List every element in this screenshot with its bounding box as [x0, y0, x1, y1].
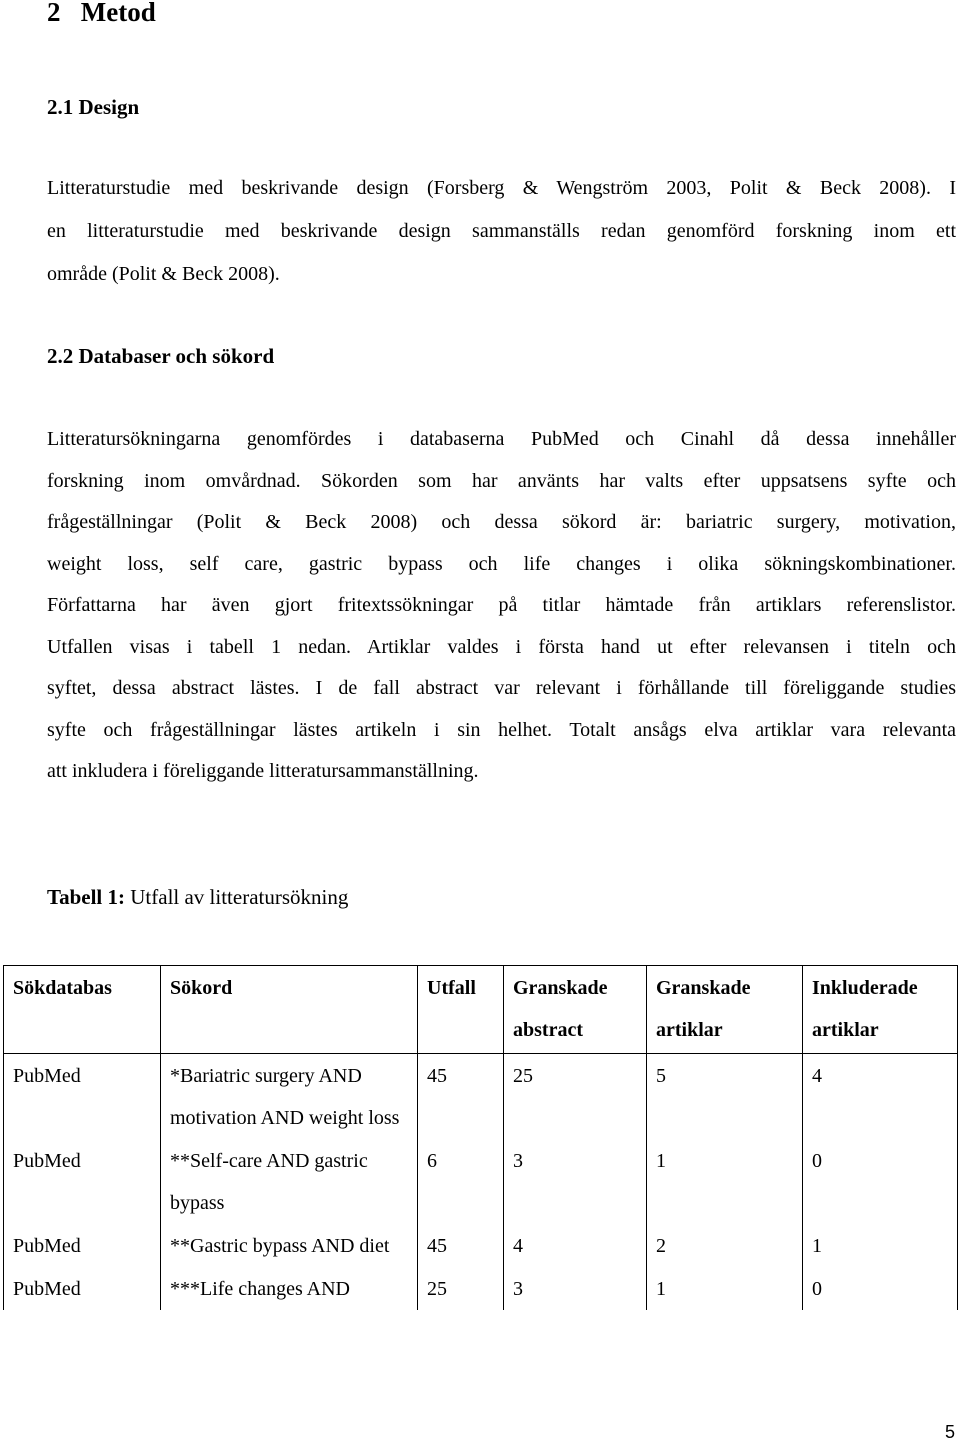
table-cell: 1 — [647, 1267, 803, 1310]
paragraph-line: Litteraturstudie med beskrivande design (Forsberg & Wengström 2003, Polit & Beck 2008). I — [47, 177, 956, 199]
table-cell: 1 — [647, 1139, 803, 1224]
table-cell: PubMed — [4, 1054, 161, 1140]
paragraph-line: syfte och frågeställningar lästes artikeln i sin helhet. Totalt ansågs elva artiklar vara relevanta — [47, 719, 956, 741]
table-cell: PubMed — [4, 1267, 161, 1310]
section-title: Metod — [80, 0, 156, 27]
header-cell: Granskade abstract — [504, 966, 647, 1054]
table-cell: 3 — [504, 1267, 647, 1310]
table-cell: PubMed — [4, 1224, 161, 1267]
header-cell: Utfall — [418, 966, 504, 1054]
design-heading: 2.1 Design — [47, 95, 140, 119]
databases-heading: 2.2 Databaser och sökord — [47, 344, 275, 368]
paragraph-line: Författarna har även gjort fritextssökningar på titlar hämtade från artiklars referenslistor. — [47, 594, 956, 616]
section-heading — [47, 0, 156, 32]
table-row — [4, 1224, 958, 1267]
table-cell: *Bariatric surgery AND motivation AND weight loss — [161, 1054, 418, 1140]
table-cell: **Gastric bypass AND diet — [161, 1224, 418, 1267]
table-cell: 3 — [504, 1139, 647, 1224]
header-cell: Sökord — [161, 966, 418, 1054]
paragraph-line: weight loss, self care, gastric bypass och life changes i olika sökningskombinationer. — [47, 553, 956, 575]
paragraph-line: syftet, dessa abstract lästes. I de fall abstract var relevant i förhållande till föreliggande studies — [47, 677, 956, 699]
table-cell: 4 — [504, 1224, 647, 1267]
table-cell: PubMed — [4, 1139, 161, 1224]
table-cell: 45 — [418, 1224, 504, 1267]
table-cell: **Self-care AND gastric bypass — [161, 1139, 418, 1224]
section-number: 2 — [47, 0, 61, 27]
table-cell: 25 — [504, 1054, 647, 1140]
results-table — [3, 965, 958, 1310]
table-cell: 25 — [418, 1267, 504, 1310]
paragraph-line: Litteratursökningarna genomfördes i databaserna PubMed och Cinahl då dessa innehåller — [47, 428, 956, 450]
table-cell: 0 — [803, 1139, 958, 1224]
table-cell: 0 — [803, 1267, 958, 1310]
table-cell: ***Life changes AND — [161, 1267, 418, 1310]
paragraph-line: område (Polit & Beck 2008). — [47, 263, 280, 285]
table-row — [4, 1267, 958, 1310]
paragraph-line: en litteraturstudie med beskrivande design sammanställs redan genomförd forskning inom ett — [47, 220, 956, 242]
paragraph-line: frågeställningar (Polit & Beck 2008) och dessa sökord är: bariatric surgery, motivation, — [47, 511, 956, 533]
paragraph-line: forskning inom omvårdnad. Sökorden som har använts har valts efter uppsatsens syfte och — [47, 470, 956, 492]
table-cell: 45 — [418, 1054, 504, 1140]
table-caption-label: Tabell 1: — [47, 885, 125, 909]
table-cell: 2 — [647, 1224, 803, 1267]
table-caption — [47, 882, 348, 912]
table-row — [4, 1054, 958, 1140]
header-cell: Inkluderade artiklar — [803, 966, 958, 1054]
table-row — [4, 1139, 958, 1224]
header-cell: Sökdatabas — [4, 966, 161, 1054]
paragraph-line: Utfallen visas i tabell 1 nedan. Artiklar valdes i första hand ut efter relevansen i titeln och — [47, 636, 956, 658]
page-number: 5 — [944, 1422, 955, 1442]
table-caption-text: Utfall av litteratursökning — [125, 885, 349, 909]
table-header-row — [4, 966, 958, 1054]
table-cell: 6 — [418, 1139, 504, 1224]
table-cell: 4 — [803, 1054, 958, 1140]
table-cell: 1 — [803, 1224, 958, 1267]
paragraph-line: att inkludera i föreliggande litteratursammanställning. — [47, 760, 479, 782]
table-cell: 5 — [647, 1054, 803, 1140]
header-cell: Granskade artiklar — [647, 966, 803, 1054]
